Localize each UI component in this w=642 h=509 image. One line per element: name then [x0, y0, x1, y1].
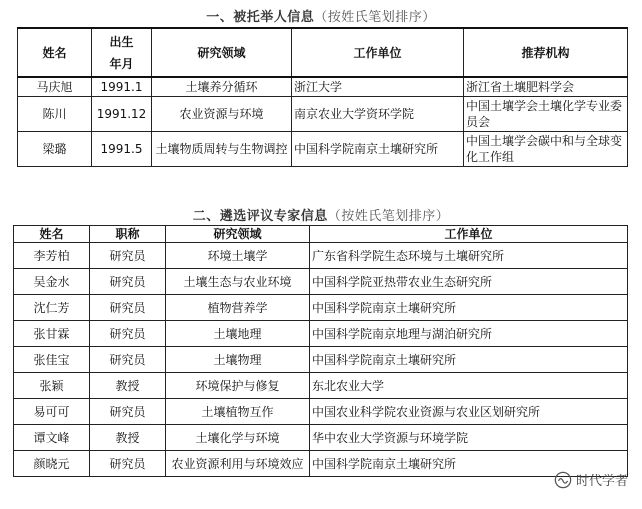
table-row [14, 295, 628, 321]
section1-title-main: 一、被托举人信息 [206, 10, 315, 25]
cell-name: 张佳宝 [14, 347, 90, 373]
table-row [14, 451, 628, 477]
cell-field: 土壤生态与农业环境 [166, 269, 310, 295]
nominee-table [17, 27, 628, 167]
header-field: 研究领域 [166, 226, 310, 243]
header-unit: 工作单位 [292, 28, 464, 77]
cell-birth: 1991.5 [92, 131, 152, 166]
cell-name: 梁璐 [18, 131, 92, 166]
cell-unit: 华中农业大学资源与环境学院 [310, 425, 628, 451]
cell-field: 土壤植物互作 [166, 399, 310, 425]
section2-title-sub: （按姓氏笔划排序） [327, 209, 450, 224]
table-row [14, 243, 628, 269]
cell-title: 研究员 [90, 295, 166, 321]
header-birth-text: 出生年月 [109, 34, 134, 71]
cell-title: 研究员 [90, 269, 166, 295]
cell-unit: 中国科学院南京地理与湖泊研究所 [310, 321, 628, 347]
section1-title-sub: （按姓氏笔划排序） [314, 10, 436, 25]
cell-field: 土壤物质周转与生物调控 [152, 131, 292, 166]
cell-unit: 中国科学院南京土壤研究所 [310, 347, 628, 373]
cell-field: 土壤物理 [166, 347, 310, 373]
cell-name: 吴金水 [14, 269, 90, 295]
table-row [14, 269, 628, 295]
cell-unit: 东北农业大学 [310, 373, 628, 399]
cell-field: 植物营养学 [166, 295, 310, 321]
table-row [14, 373, 628, 399]
cell-unit: 中国科学院亚热带农业生态研究所 [310, 269, 628, 295]
table-row [18, 96, 628, 131]
cell-recommender: 浙江省土壤肥料学会 [464, 77, 628, 96]
expert-table-header [14, 226, 628, 243]
header-recommender: 推荐机构 [464, 28, 628, 77]
section1-title [0, 6, 642, 25]
watermark [554, 470, 628, 489]
cell-unit: 广东省科学院生态环境与土壤研究所 [310, 243, 628, 269]
cell-name: 陈川 [18, 96, 92, 131]
cell-recommender: 中国土壤学会土壤化学专业委员会 [464, 96, 628, 131]
cell-name: 易可可 [14, 399, 90, 425]
header-unit: 工作单位 [310, 226, 628, 243]
cell-title: 研究员 [90, 243, 166, 269]
cell-field: 土壤地理 [166, 321, 310, 347]
header-name: 姓名 [18, 28, 92, 77]
cell-field: 农业资源与环境 [152, 96, 292, 131]
cell-name: 谭文峰 [14, 425, 90, 451]
cell-birth: 1991.12 [92, 96, 152, 131]
cell-birth: 1991.1 [92, 77, 152, 96]
table-row [14, 347, 628, 373]
cell-name: 李芳柏 [14, 243, 90, 269]
cell-field: 农业资源利用与环境效应 [166, 451, 310, 477]
cell-title: 教授 [90, 373, 166, 399]
cell-field: 环境土壤学 [166, 243, 310, 269]
cell-unit: 南京农业大学资环学院 [292, 96, 464, 131]
header-birth [92, 28, 152, 77]
cell-name: 颜晓元 [14, 451, 90, 477]
section2-title-main: 二、遴选评议专家信息 [192, 209, 328, 224]
cell-title: 研究员 [90, 451, 166, 477]
section2-title [0, 205, 642, 224]
table-row [18, 131, 628, 166]
cell-field: 环境保护与修复 [166, 373, 310, 399]
cell-name: 张颖 [14, 373, 90, 399]
cell-field: 土壤养分循环 [152, 77, 292, 96]
cell-title: 研究员 [90, 347, 166, 373]
cell-unit: 中国科学院南京土壤研究所 [310, 451, 628, 477]
wechat-account-icon [554, 471, 572, 489]
cell-name: 张甘霖 [14, 321, 90, 347]
cell-title: 研究员 [90, 321, 166, 347]
table-row [14, 399, 628, 425]
cell-title: 研究员 [90, 399, 166, 425]
nominee-table-header [18, 28, 628, 77]
expert-table [13, 225, 628, 477]
header-name: 姓名 [14, 226, 90, 243]
header-field: 研究领域 [152, 28, 292, 77]
table-row [14, 321, 628, 347]
table-row [14, 425, 628, 451]
cell-name: 马庆旭 [18, 77, 92, 96]
header-title: 职称 [90, 226, 166, 243]
cell-recommender: 中国土壤学会碳中和与全球变化工作组 [464, 131, 628, 166]
cell-name: 沈仁芳 [14, 295, 90, 321]
cell-unit: 浙江大学 [292, 77, 464, 96]
cell-unit: 中国科学院南京土壤研究所 [310, 295, 628, 321]
cell-unit: 中国科学院南京土壤研究所 [292, 131, 464, 166]
watermark-text: 时代学者 [575, 474, 628, 489]
cell-title: 教授 [90, 425, 166, 451]
cell-field: 土壤化学与环境 [166, 425, 310, 451]
cell-unit: 中国农业科学院农业资源与农业区划研究所 [310, 399, 628, 425]
table-row [18, 77, 628, 96]
